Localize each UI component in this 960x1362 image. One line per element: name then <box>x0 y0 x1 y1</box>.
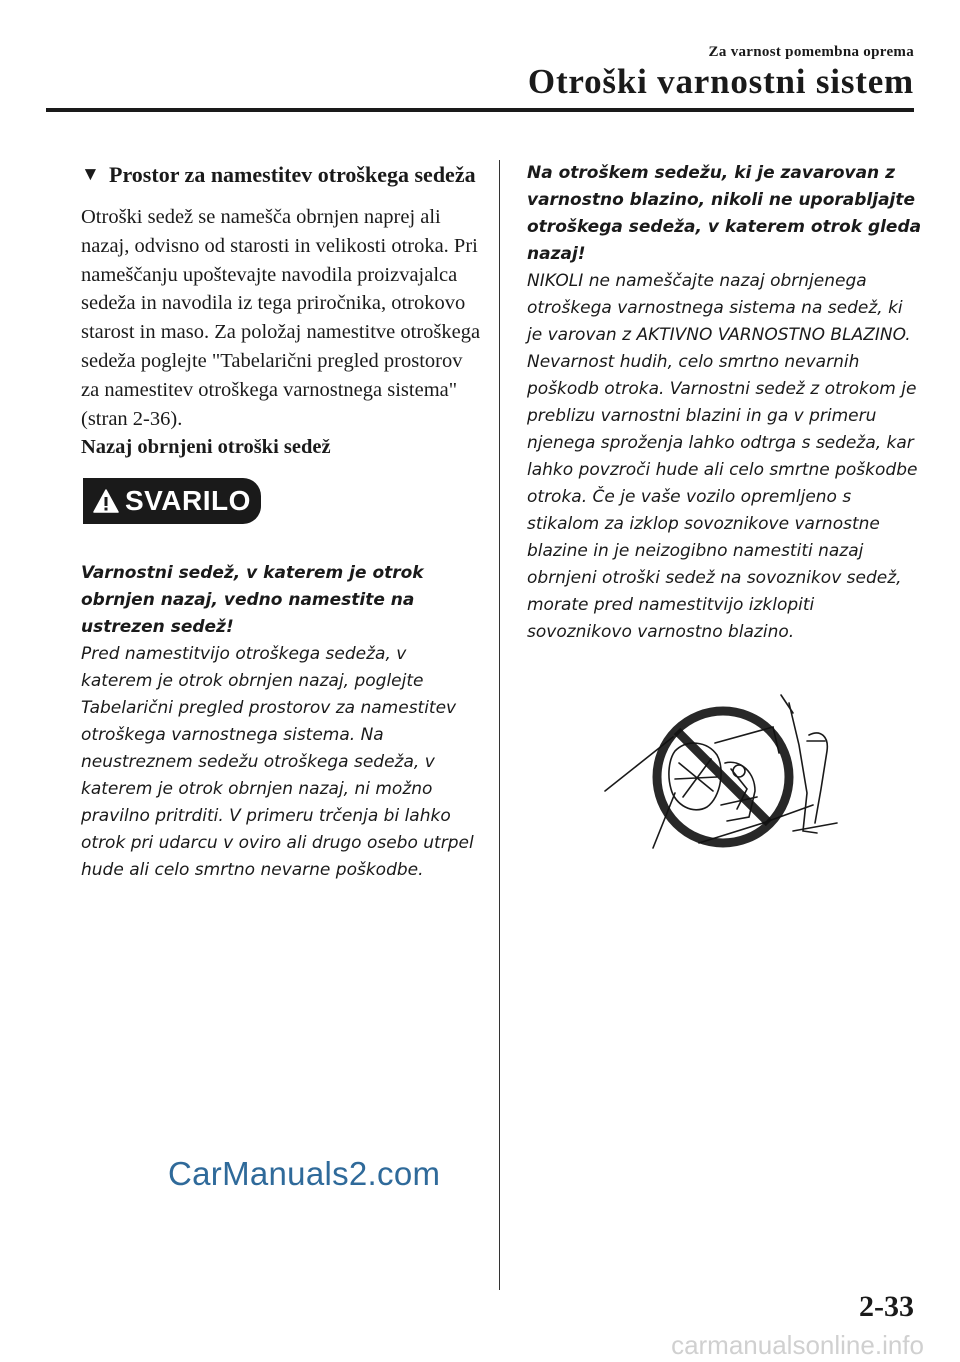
page-number: 2-33 <box>859 1290 914 1323</box>
warning-body-text: Pred namestitvijo otroškega sedeža, v katerem je otrok obrnjen nazaj, poglejte Tabelarični pregled prostorov za namestitev otroškega varnostnega sistema. Na neustreznem sedežu otroškega sedeža, v katerem je otrok obrnjen nazaj, ni možno pravilno pritrditi. V primeru trčenja bi lahko otrok pri udarcu v oviro ali drugo osebo utrpel hude ali celo smrtno nevarne poškodbe. <box>81 644 474 881</box>
section-heading <box>81 160 481 189</box>
down-triangle-icon: ▼ <box>81 164 100 185</box>
site-watermark: carmanualsonline.info <box>671 1330 924 1360</box>
section-heading-text: Prostor za namestitev otroškega sedeža <box>109 162 476 187</box>
airbag-warning-bold: Na otroškem sedežu, ki je zavarovan z varnostno blazino, nikoli ne uporabljajte otroškega sedeža, v katerem otrok gleda nazaj! <box>527 163 922 264</box>
warning-bold-text: Varnostni sedež, v katerem je otrok obrnjen nazaj, vedno namestite na ustrezen sedež! <box>81 563 424 638</box>
column-divider <box>499 160 500 1290</box>
prohibited-rear-facing-seat-airbag-illustration <box>603 693 843 853</box>
warning-badge <box>83 478 261 524</box>
subheading: Nazaj obrnjeni otroški sedež <box>81 436 331 459</box>
airbag-warning-body: NIKOLI ne nameščajte nazaj obrnjenega otroškega varnostnega sistema na sedež, ki je varovan z AKTIVNO VARNOSTNO BLAZINO. Nevarnost hudih, celo smrtno nevarnih poškodb otroka. Varnostni sedež z otrokom je preblizu varnostni blazini in ga v primeru njenega sproženja lahko odtrga s sedeža, kar lahko povzroči hude ali celo smrtne poškodbe otroka. Če je vaše vozilo opremljeno s stikalom za izklop sovoznikove varnostne blazine in je neizogibno namestiti nazaj obrnjeni otroški sedež na sovoznikov sedež, morate pred namestitvijo izklopiti sovoznikovo varnostno blazino. <box>527 271 918 642</box>
header-section-label: Za varnost pomembna oprema <box>708 44 914 60</box>
watermark: CarManuals2.com <box>168 1155 441 1192</box>
intro-paragraph: Otroški sedež se namešča obrnjen naprej ali nazaj, odvisno od starosti in velikosti otroka. Pri nameščanju upoštevajte navodila proizvajalca sedeža in navodila iz tega priročnika, otrokovo starost in maso. Za položaj namestitve otroškega sedeža poglejte "Tabelarični pregled prostorov za namestitev otroškega varnostnega sistema" (stran 2-36). <box>81 206 481 430</box>
page-title: Otroški varnostni sistem <box>527 62 914 101</box>
warning-label: SVARILO <box>125 485 251 517</box>
left-column <box>81 160 481 884</box>
right-column <box>527 160 922 646</box>
warning-triangle-icon <box>93 489 119 513</box>
header-rule <box>46 108 914 112</box>
